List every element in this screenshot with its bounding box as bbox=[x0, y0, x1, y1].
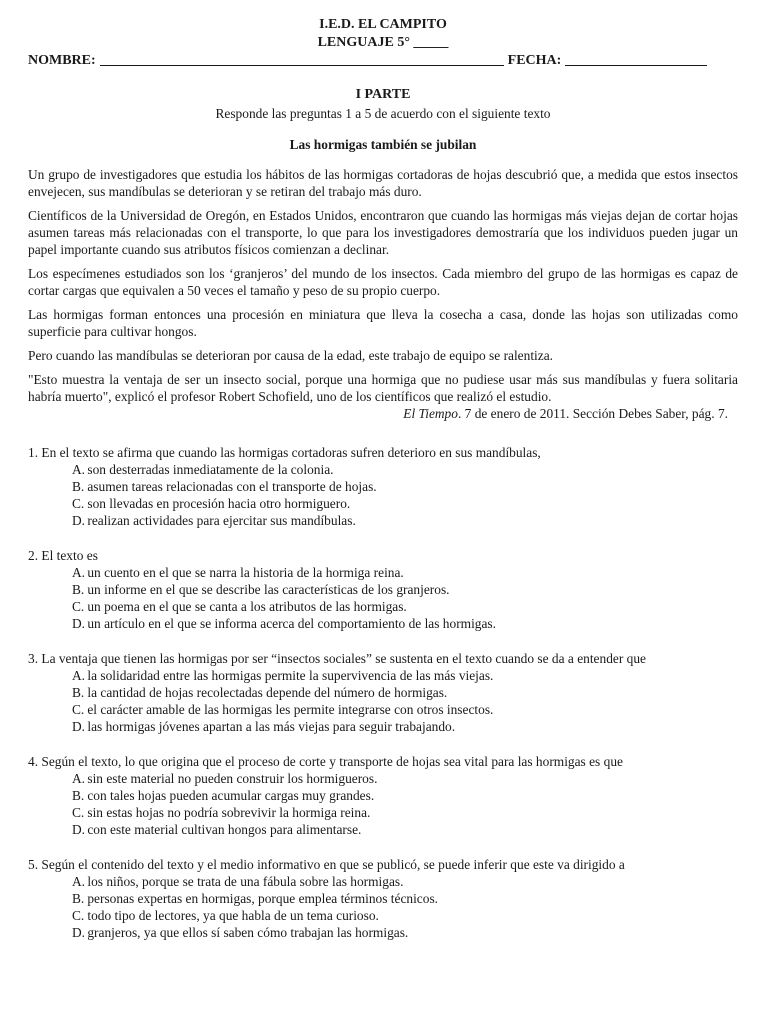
source-newspaper: El Tiempo bbox=[403, 406, 458, 421]
option-letter: C. bbox=[72, 805, 85, 820]
option-text: los niños, porque se trata de una fábula sobre las hormigas. bbox=[87, 874, 404, 889]
answer-option[interactable] bbox=[28, 667, 738, 684]
answer-option[interactable] bbox=[28, 512, 738, 529]
answer-option[interactable] bbox=[28, 907, 738, 924]
answer-option[interactable] bbox=[28, 701, 738, 718]
school-name: I.E.D. EL CAMPITO bbox=[319, 17, 447, 32]
option-text: el carácter amable de las hormigas les permite integrarse con otros insectos. bbox=[87, 702, 494, 717]
option-letter: C. bbox=[72, 702, 85, 717]
question-3 bbox=[28, 650, 738, 735]
reading-title: Las hormigas también se jubilan bbox=[289, 137, 477, 152]
option-letter: D. bbox=[72, 719, 86, 734]
option-text: son desterradas inmediatamente de la colonia. bbox=[87, 462, 334, 477]
option-letter: D. bbox=[72, 616, 86, 631]
answer-option[interactable] bbox=[28, 684, 738, 701]
option-text: un artículo en el que se informa acerca del comportamiento de las hormigas. bbox=[87, 616, 496, 631]
option-text: la solidaridad entre las hormigas permite la supervivencia de las más viejas. bbox=[87, 668, 494, 683]
section-instruction: Responde las preguntas 1 a 5 de acuerdo con el siguiente texto bbox=[215, 106, 551, 121]
question-1 bbox=[28, 444, 738, 529]
option-text: sin estas hojas no podría sobrevivir la hormiga reina. bbox=[87, 805, 371, 820]
option-letter: B. bbox=[72, 479, 85, 494]
student-info-row bbox=[28, 52, 738, 70]
option-letter: C. bbox=[72, 496, 85, 511]
question-stem: 2. El texto es bbox=[28, 548, 98, 563]
answer-option[interactable] bbox=[28, 804, 738, 821]
answer-option[interactable] bbox=[28, 718, 738, 735]
option-text: son llevadas en procesión hacia otro hormiguero. bbox=[87, 496, 351, 511]
option-letter: C. bbox=[72, 599, 85, 614]
question-2 bbox=[28, 547, 738, 632]
reading-source bbox=[28, 405, 738, 422]
option-letter: A. bbox=[72, 874, 86, 889]
option-text: un poema en el que se canta a los atributos de las hormigas. bbox=[87, 599, 407, 614]
option-letter: C. bbox=[72, 908, 85, 923]
question-stem: 1. En el texto se afirma que cuando las hormigas cortadoras sufren deterioro en sus mandíbulas, bbox=[28, 445, 541, 460]
reading-paragraph: "Esto muestra la ventaja de ser un insecto social, porque una hormiga que no pudiese usar más sus mandíbulas y fuera solitaria habría muerto", explicó el profesor Robert Schofield, uno de los científicos que realizó el estudio. bbox=[28, 372, 738, 404]
subject-grade: LENGUAJE 5° _____ bbox=[317, 35, 449, 50]
section-title: I PARTE bbox=[355, 87, 411, 102]
answer-option[interactable] bbox=[28, 598, 738, 615]
answer-option[interactable] bbox=[28, 890, 738, 907]
answer-option[interactable] bbox=[28, 873, 738, 890]
answer-option[interactable] bbox=[28, 461, 738, 478]
option-text: un informe en el que se describe las características de los granjeros. bbox=[87, 582, 450, 597]
option-text: la cantidad de hojas recolectadas depende del número de hormigas. bbox=[87, 685, 448, 700]
name-label: NOMBRE: bbox=[28, 53, 96, 68]
option-letter: D. bbox=[72, 925, 86, 940]
question-4 bbox=[28, 753, 738, 838]
date-blank-line[interactable] bbox=[565, 52, 707, 66]
option-letter: D. bbox=[72, 822, 86, 837]
option-text: un cuento en el que se narra la historia de la hormiga reina. bbox=[87, 565, 404, 580]
option-text: asumen tareas relacionadas con el transporte de hojas. bbox=[87, 479, 377, 494]
reading-paragraph: Pero cuando las mandíbulas se deterioran por causa de la edad, este trabajo de equipo se ralentiza. bbox=[28, 348, 554, 363]
question-5 bbox=[28, 856, 738, 941]
answer-option[interactable] bbox=[28, 564, 738, 581]
option-letter: B. bbox=[72, 685, 85, 700]
option-text: personas expertas en hormigas, porque emplea términos técnicos. bbox=[87, 891, 439, 906]
answer-option[interactable] bbox=[28, 581, 738, 598]
question-stem: 4. Según el texto, lo que origina que el proceso de corte y transporte de hojas sea vital para las hormigas es que bbox=[28, 754, 623, 769]
question-stem: 5. Según el contenido del texto y el medio informativo en que se publicó, se puede inferir que este va dirigido a bbox=[28, 857, 625, 872]
option-text: con este material cultivan hongos para alimentarse. bbox=[87, 822, 362, 837]
option-text: granjeros, ya que ellos sí saben cómo trabajan las hormigas. bbox=[87, 925, 409, 940]
answer-option[interactable] bbox=[28, 770, 738, 787]
option-text: las hormigas jóvenes apartan a las más viejas para seguir trabajando. bbox=[87, 719, 456, 734]
option-text: todo tipo de lectores, ya que habla de un tema curioso. bbox=[87, 908, 379, 923]
questions-list bbox=[28, 444, 738, 941]
option-text: con tales hojas pueden acumular cargas muy grandes. bbox=[87, 788, 375, 803]
option-letter: B. bbox=[72, 788, 85, 803]
source-details: . 7 de enero de 2011. Sección Debes Saber, pág. 7. bbox=[457, 406, 728, 421]
option-letter: A. bbox=[72, 771, 86, 786]
option-letter: A. bbox=[72, 668, 86, 683]
answer-option[interactable] bbox=[28, 478, 738, 495]
answer-option[interactable] bbox=[28, 787, 738, 804]
option-text: realizan actividades para ejercitar sus mandíbulas. bbox=[87, 513, 356, 528]
option-text: sin este material no pueden construir los hormigueros. bbox=[87, 771, 378, 786]
question-stem: 3. La ventaja que tienen las hormigas por ser “insectos sociales” se sustenta en el texto cuando se da a entender que bbox=[28, 651, 646, 666]
answer-option[interactable] bbox=[28, 821, 738, 838]
option-letter: B. bbox=[72, 891, 85, 906]
reading-paragraph: Las hormigas forman entonces una procesión en miniatura que lleva la cosecha a casa, donde las hojas son utilizadas como superficie para cultivar hongos. bbox=[28, 307, 738, 339]
option-letter: A. bbox=[72, 462, 86, 477]
reading-paragraph: Los especímenes estudiados son los ‘granjeros’ del mundo de los insectos. Cada miembro del grupo de las hormigas es capaz de cortar cargas que equivalen a 50 veces el tamaño y peso de su propio cuerpo. bbox=[28, 266, 738, 298]
option-letter: A. bbox=[72, 565, 86, 580]
name-blank-line[interactable] bbox=[100, 52, 504, 66]
option-letter: B. bbox=[72, 582, 85, 597]
answer-option[interactable] bbox=[28, 615, 738, 632]
option-letter: D. bbox=[72, 513, 86, 528]
answer-option[interactable] bbox=[28, 924, 738, 941]
answer-option[interactable] bbox=[28, 495, 738, 512]
reading-paragraph: Científicos de la Universidad de Oregón, en Estados Unidos, encontraron que cuando las hormigas más viejas dejan de cortar hojas asumen tareas más relacionadas con el transporte, lo que para los investigadores demostraría que los individuos pueden jugar un papel importante cuando sus atributos físicos comienzan a declinar. bbox=[28, 208, 738, 257]
date-label: FECHA: bbox=[507, 53, 562, 68]
reading-paragraph: Un grupo de investigadores que estudia los hábitos de las hormigas cortadoras de hojas descubrió que, a medida que estos insectos envejecen, sus mandíbulas se deterioran y se retiran del trabajo más duro. bbox=[28, 167, 738, 199]
